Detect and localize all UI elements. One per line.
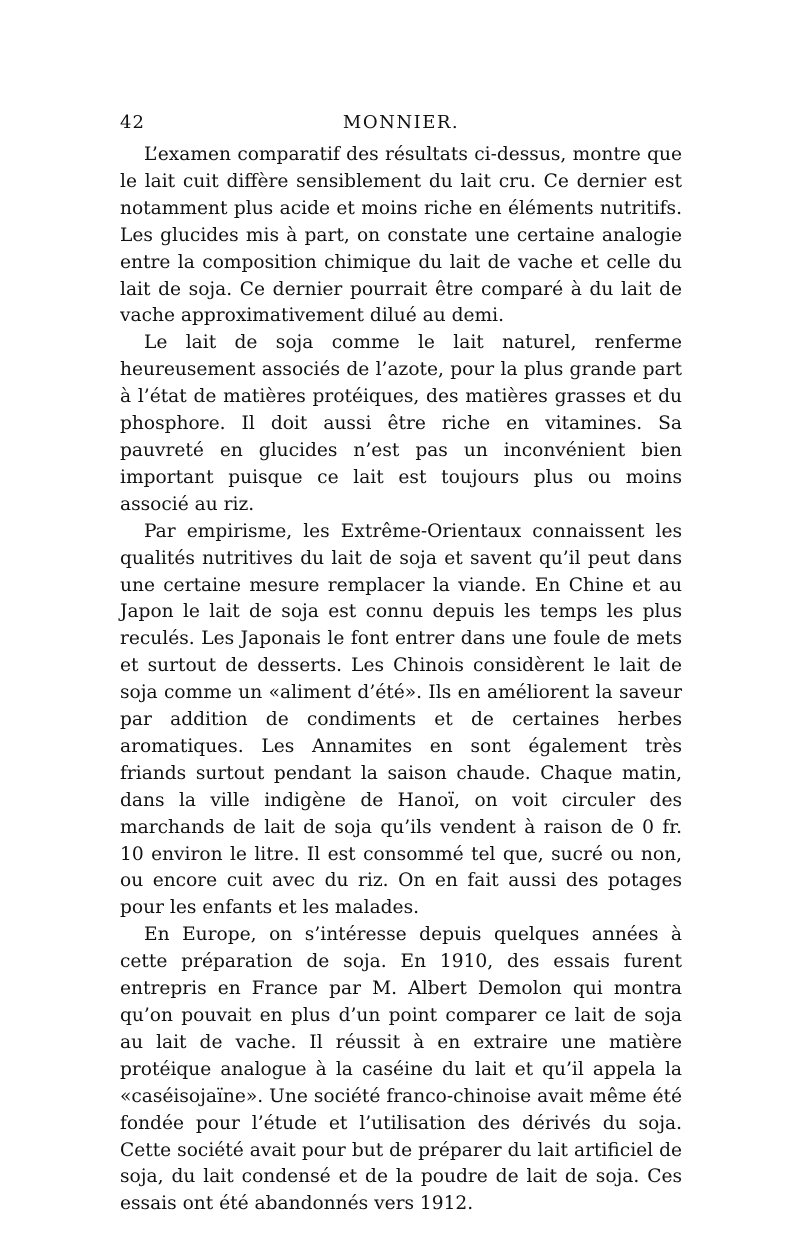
page-number: 42 xyxy=(120,112,145,133)
running-title: MONNIER. xyxy=(342,112,460,133)
paragraph-comparison: L’examen comparatif des résultats ci-dessus, montre que le lait cuit diffère sensiblement du lait cru. Ce dernier est notamment plus acide et moins riche en éléments nutritifs. Les glucides mis à part, on constate une certaine analogie entre la composition chimique du lait de vache et celle du lait de soja. Ce dernier pourrait être comparé à du lait de vache approximativement dilué au demi. xyxy=(120,144,682,327)
book-page xyxy=(120,112,682,1218)
paragraph-far-east: Par empirisme, les Extrême-Orientaux connaissent les qualités nutritives du lait de soja et savent qu’il peut dans une certaine mesure remplacer la viande. En Chine et au Japon le lait de soja est connu depuis les temps les plus reculés. Les Japonais le font entrer dans une foule de mets et surtout de desserts. Les Chinois considèrent le lait de soja comme un «aliment d’été». Ils en améliorent la saveur par addition de condiments et de certaines herbes aromatiques. Les Annamites en sont également très friands surtout pendant la saison chaude. Chaque matin, dans la ville indigène de Hanoï, on voit circuler des marchands de lait de soja qu’ils vendent à raison de 0 fr. 10 environ le litre. Il est consommé tel que, sucré ou non, ou encore cuit avec du riz. On en fait aussi des potages pour les enfants et les malades. xyxy=(120,520,682,919)
paragraph-europe: En Europe, on s’intéresse depuis quelques années à cette préparation de soja. En 1910, des essais furent entrepris en France par M. Albert Demolon qui montra qu’on pouvait en plus d’un point comparer ce lait de soja au lait de vache. Il réussit à en extraire une matière protéique analogue à la caséine du lait et qu’il appela la «caséisojaïne». Une société franco-chinoise avait même été fondée pour l’étude et l’utilisation des dérivés du soja. Cette société avait pour but de préparer du lait artificiel de soja, du lait condensé et de la poudre de lait de soja. Ces essais ont été abandonnés vers 1912. xyxy=(120,924,682,1215)
body-text xyxy=(120,142,682,1218)
paragraph-nutrients: Le lait de soja comme le lait naturel, renferme heureusement associés de l’azote, pour la plus grande part à l’état de matières protéiques, des matières grasses et du phosphore. Il doit aussi être riche en vitamines. Sa pauvreté en glucides n’est pas un inconvénient bien important puisque ce lait est toujours plus ou moins associé au riz. xyxy=(120,332,682,515)
running-head xyxy=(120,112,682,142)
